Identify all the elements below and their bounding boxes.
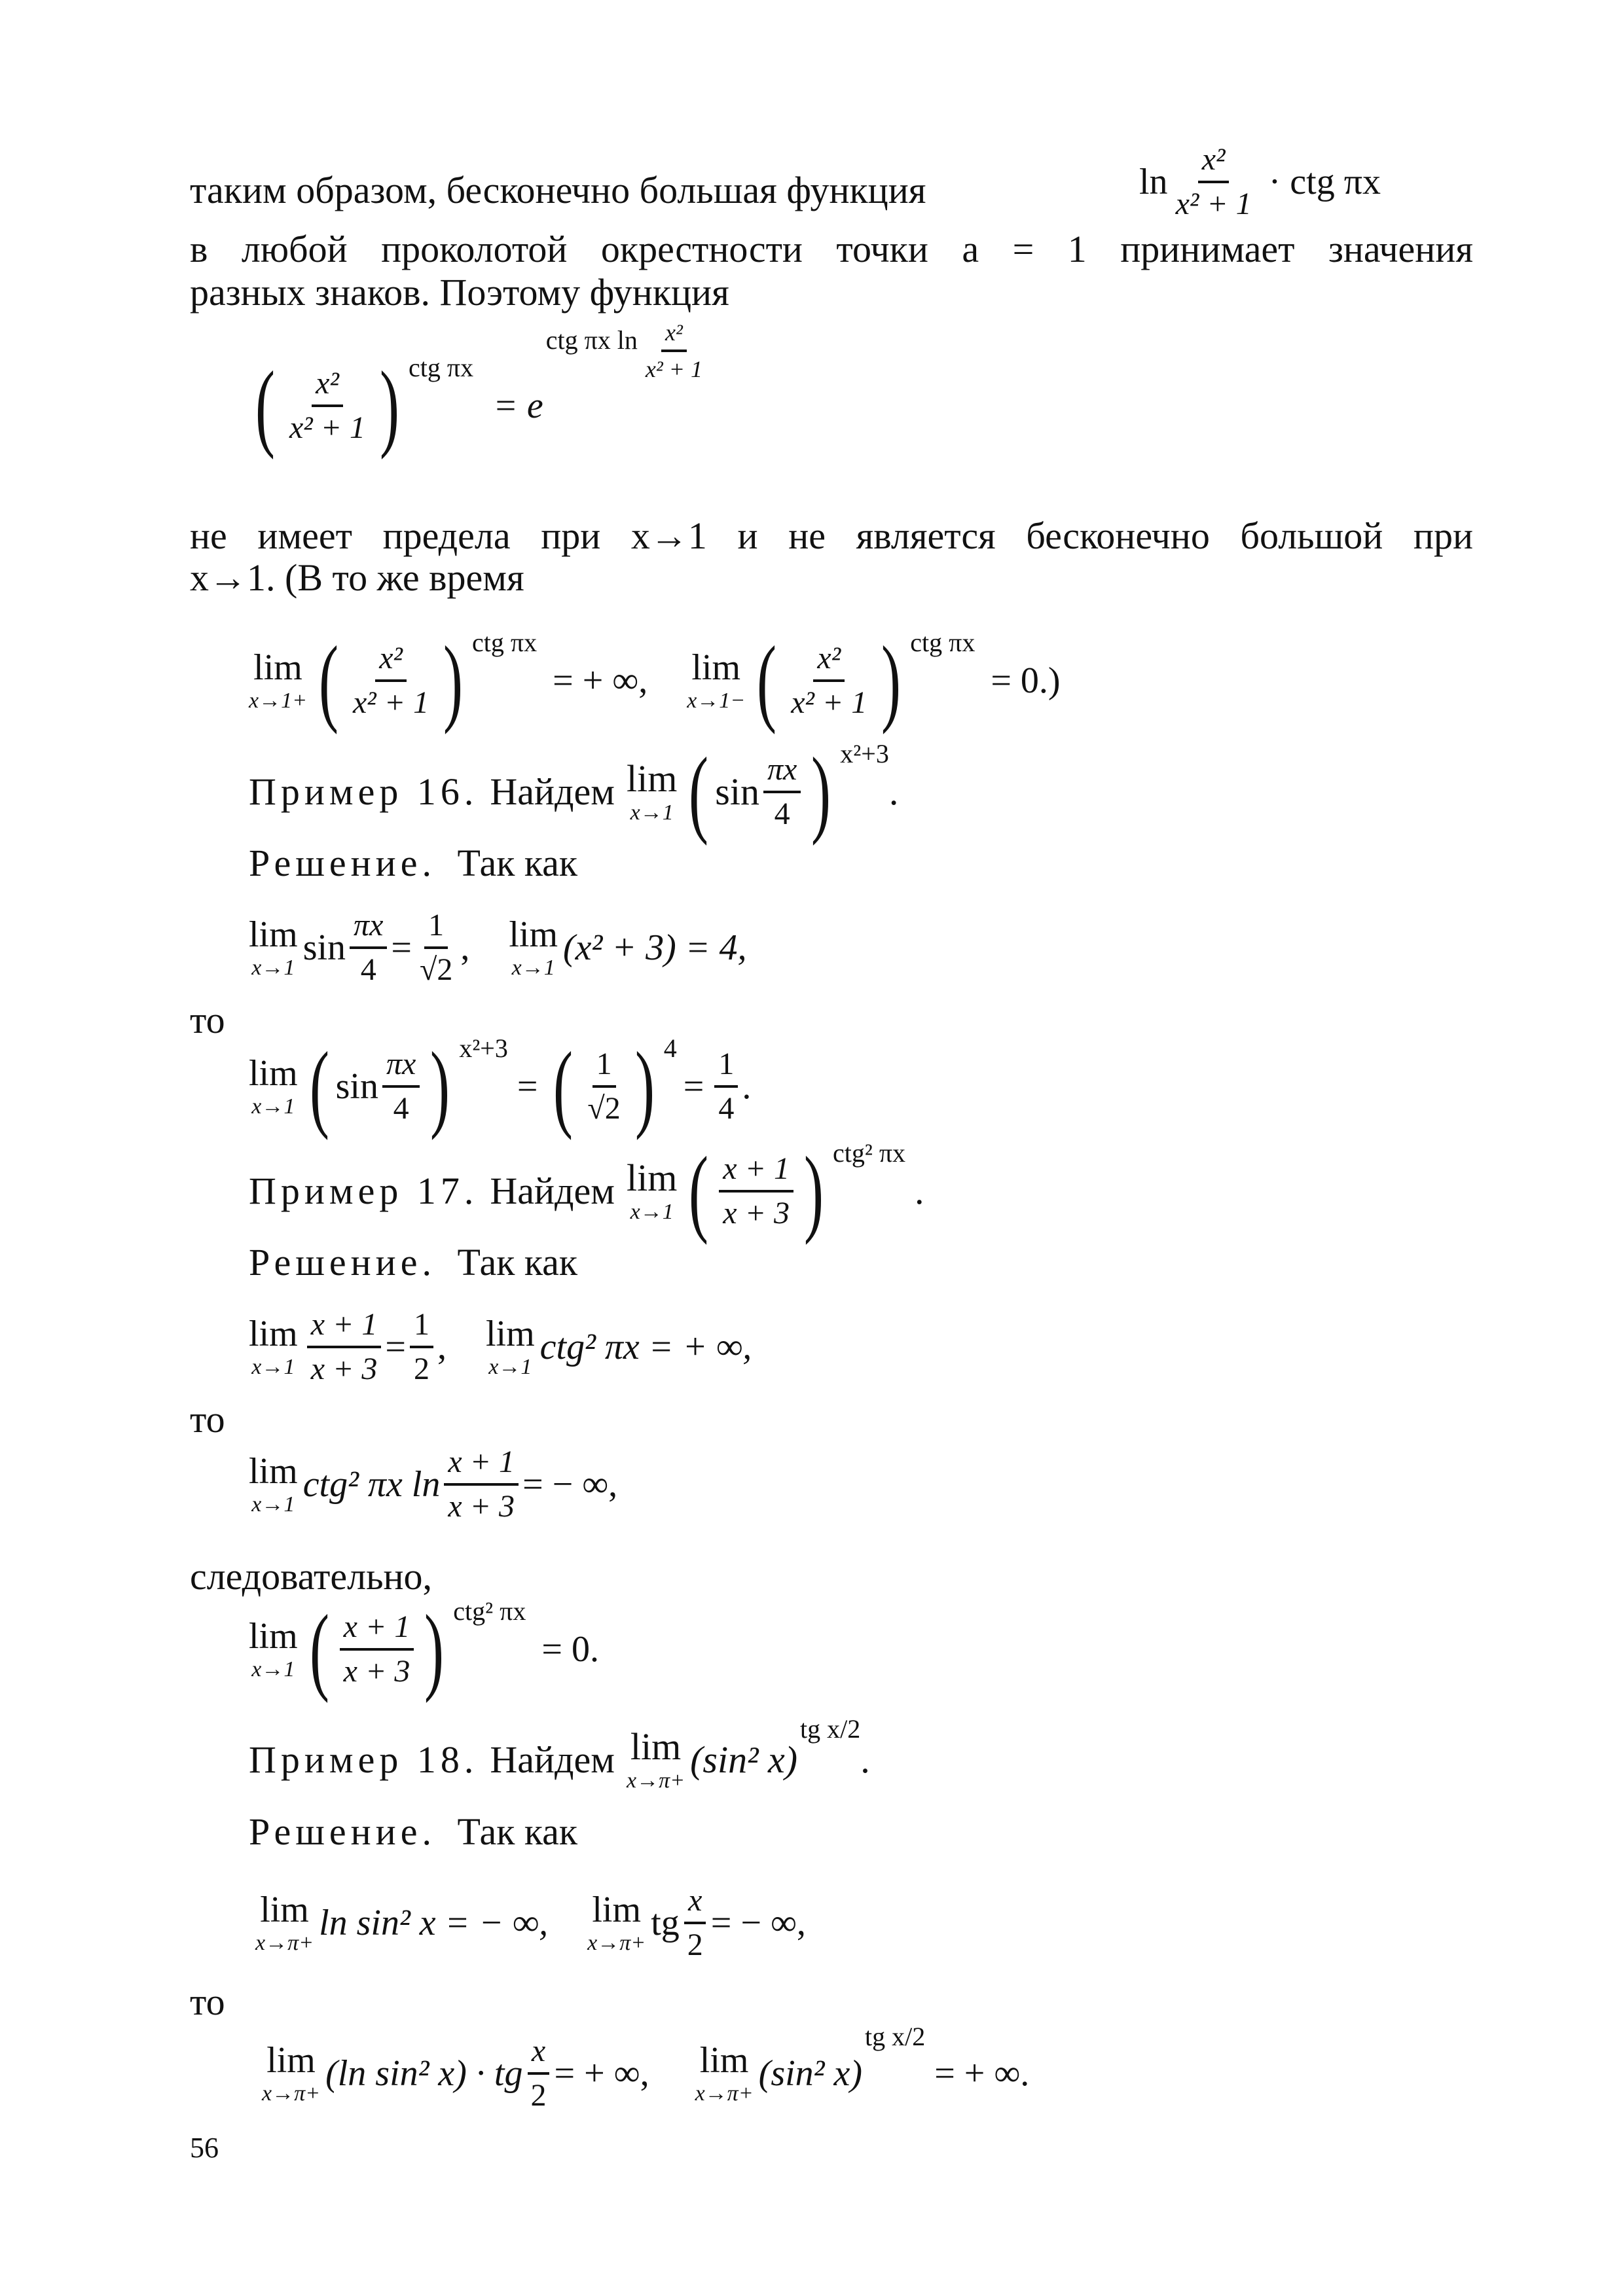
period: .: [860, 1738, 870, 1781]
lim-word: lim: [260, 1890, 309, 1930]
fraction: [444, 1446, 519, 1522]
lim-sub: x→1: [251, 1492, 295, 1516]
example-17-heading: [249, 1137, 924, 1246]
then-word: то: [190, 999, 225, 1041]
limit-body: (x² + 3) = 4,: [563, 927, 747, 968]
equals: =: [683, 1066, 704, 1107]
equals: =: [517, 1066, 538, 1107]
example-16-result: lim x→1 ( sin $\frac{\pi x}{4}$ ) x²+3 = ( $\frac{1}{√2}$ ) 4 = $\frac{1}{4}$ .: [249, 1032, 752, 1141]
fraction: [285, 368, 369, 444]
lim-word: lim: [266, 2040, 316, 2081]
lim-word: lim: [249, 1616, 298, 1657]
exponent: ctg² πx: [832, 1138, 906, 1168]
then-word: то: [190, 1398, 225, 1441]
lim-word: lim: [592, 1890, 642, 1930]
lim-sub: x→1: [488, 1355, 532, 1379]
exponent: x²+3: [459, 1033, 508, 1063]
limit-body: (sin² x): [690, 1738, 798, 1781]
example-17-limits: [249, 1309, 752, 1385]
lim-sub: x→π+: [695, 2081, 754, 2106]
lim: [486, 1316, 535, 1378]
numerator: x²: [661, 321, 687, 352]
denominator: x + 3: [343, 1654, 410, 1689]
denominator: x² + 1: [289, 410, 366, 445]
limit-body: (ln sin² x) · tg: [325, 2053, 523, 2094]
tg-symbol: tg: [651, 1903, 680, 1943]
ctg-term: · ctg πx: [1268, 162, 1381, 202]
then-word: то: [190, 1981, 225, 2023]
denominator: x² + 1: [791, 685, 867, 720]
lim-word: lim: [627, 757, 678, 800]
hence-word: следовательно,: [190, 1555, 433, 1598]
comma: ,: [460, 927, 470, 968]
lim-word: lim: [249, 1053, 298, 1094]
fraction: [350, 910, 387, 986]
denominator: 2: [530, 2078, 547, 2113]
lim-sub: x→π+: [587, 1931, 646, 1955]
find-word: Найдем: [490, 1738, 615, 1781]
example-18-limits: [255, 1885, 806, 1961]
numerator: x + 1: [719, 1153, 793, 1193]
numerator: πx: [350, 910, 387, 949]
numerator: 1: [593, 1049, 616, 1088]
left-paren: (: [309, 1595, 329, 1704]
solution-label: Решение.: [249, 842, 436, 884]
intro-line-3: разных знаков. Поэтому функция: [190, 271, 729, 314]
lim-sub: x→1: [511, 956, 555, 980]
lim-sub: x→1: [630, 800, 674, 825]
result-2: = 0.): [991, 660, 1061, 701]
lim-sub: x→1: [630, 1200, 674, 1224]
fraction: [382, 1049, 420, 1124]
numerator: x²: [1198, 144, 1230, 183]
find-word: Найдем: [490, 1170, 615, 1212]
numerator: x²: [312, 368, 343, 407]
denominator: x + 3: [448, 1489, 515, 1524]
numerator: x²: [375, 643, 407, 682]
right-paren: ): [443, 626, 464, 735]
exponent: x²+3: [840, 739, 889, 768]
right-paren: ): [811, 738, 831, 846]
example-18-solution: [249, 1810, 578, 1853]
lim-word: lim: [627, 1157, 678, 1199]
example-17-result: [249, 1595, 599, 1704]
equals-e: = e: [493, 386, 543, 426]
lim-word: lim: [253, 647, 302, 688]
limit-body: ctg² πx ln: [302, 1464, 441, 1505]
exponent: tg x/2: [864, 2022, 926, 2051]
exponent: ctg πx: [472, 628, 538, 657]
lim: [695, 2042, 754, 2105]
equals: =: [385, 1327, 406, 1367]
numerator: 1: [714, 1049, 738, 1088]
denominator: x + 3: [310, 1352, 378, 1386]
solution-label: Решение.: [249, 1241, 436, 1283]
sin-symbol: sin: [715, 770, 759, 813]
period: .: [915, 1170, 924, 1212]
left-paren: (: [689, 1137, 709, 1246]
lim: [249, 1453, 298, 1516]
two-limits: [249, 626, 1061, 735]
e-exponent-fraction: [642, 321, 706, 381]
lim-word: lim: [630, 1725, 682, 1768]
fraction: [349, 643, 433, 719]
intro-line-2: в любой проколотой окрестности точки a = 1 принимает значения: [190, 228, 1473, 270]
fraction: [714, 1049, 738, 1124]
equals: =: [391, 927, 412, 968]
right-paren: ): [424, 1595, 445, 1704]
fraction: [787, 643, 871, 719]
fraction: [583, 1049, 624, 1124]
numerator: x: [528, 2036, 549, 2075]
lim-sub: x→1−: [687, 689, 746, 713]
denominator: 4: [393, 1091, 409, 1126]
denominator: √2: [587, 1091, 621, 1126]
example-17-log-limit: [249, 1446, 617, 1522]
lim: [249, 1055, 298, 1118]
fraction: [1172, 144, 1256, 220]
exponent: 4: [663, 1033, 677, 1063]
example-title: Пример 16.: [249, 770, 479, 813]
para2-line-1: не имеет предела при x→1 и не является бесконечно большой при: [190, 514, 1473, 557]
lim-sub: x→1: [251, 1657, 295, 1681]
lim-word: lim: [249, 914, 298, 955]
denominator: 2: [413, 1352, 429, 1386]
fraction: [416, 910, 456, 986]
right-paren: ): [803, 1137, 824, 1246]
intro-text-1: таким образом, бесконечно большая функция: [190, 169, 926, 211]
lim-sub: x→1: [251, 956, 295, 980]
right-paren: ): [881, 626, 902, 735]
example-title: Пример 17.: [249, 1170, 479, 1212]
left-paren: (: [309, 1032, 329, 1141]
lim: [249, 916, 298, 979]
exp-identity: [249, 319, 710, 460]
lim: [587, 1892, 646, 1954]
left-paren: (: [757, 626, 777, 735]
lim-2: [687, 649, 745, 712]
numerator: πx: [382, 1049, 420, 1088]
lim-1: [249, 649, 307, 712]
example-18-result: [262, 2022, 1030, 2113]
page-number: 56: [190, 2132, 219, 2164]
lim-word: lim: [249, 1451, 298, 1492]
numerator: x: [684, 1885, 706, 1924]
solution-label: Решение.: [249, 1810, 436, 1853]
example-18-heading: [249, 1714, 870, 1793]
denominator: 2: [687, 1928, 703, 1962]
result: = + ∞,: [554, 2053, 649, 2094]
left-paren: (: [553, 1032, 574, 1141]
intro-formula: [1139, 144, 1381, 220]
lim-sub: x→1: [251, 1094, 295, 1119]
lim: [262, 2042, 320, 2105]
lim-sub: x→1+: [249, 689, 308, 713]
result: = 0.: [541, 1629, 599, 1670]
lim: [249, 1618, 298, 1681]
lim: [627, 1159, 677, 1223]
result: = + ∞.: [934, 2053, 1030, 2094]
right-paren: ): [634, 1032, 655, 1141]
result-1: = + ∞,: [553, 660, 648, 701]
lim-sub: x→π+: [255, 1931, 314, 1955]
lim-word: lim: [699, 2040, 749, 2081]
lim: [249, 1316, 298, 1378]
comma: ,: [437, 1327, 447, 1367]
left-paren: (: [689, 738, 709, 846]
intro-line-1: [190, 171, 926, 209]
example-17-solution: [249, 1241, 578, 1283]
lim-word: lim: [249, 1314, 298, 1354]
left-paren: (: [319, 626, 339, 735]
ln-symbol: ln: [1139, 162, 1168, 202]
denominator: x² + 1: [645, 356, 702, 382]
fraction: [719, 1153, 793, 1229]
denominator: x² + 1: [353, 685, 429, 720]
numerator: x²: [813, 643, 845, 682]
denominator: x² + 1: [1175, 187, 1252, 221]
limit-body: ln sin² x = − ∞,: [319, 1903, 549, 1943]
denominator: x + 3: [723, 1196, 790, 1230]
fraction: [527, 2036, 551, 2111]
numerator: πx: [763, 754, 801, 793]
fraction: [410, 1309, 433, 1385]
lim-sub: x→π+: [262, 2081, 321, 2106]
numerator: 1: [424, 910, 448, 949]
example-16-heading: [249, 738, 899, 846]
numerator: 1: [410, 1309, 433, 1348]
fraction: [307, 1309, 382, 1385]
fraction: [340, 1611, 414, 1687]
period: .: [742, 1066, 752, 1107]
denominator: √2: [420, 952, 453, 987]
limit-body: ctg² πx = + ∞,: [539, 1327, 752, 1367]
e-exponent: ctg πx ln: [545, 325, 638, 355]
denominator: 4: [774, 797, 790, 831]
exponent: tg x/2: [800, 1714, 861, 1744]
lim: [509, 916, 558, 979]
numerator: x + 1: [307, 1309, 382, 1348]
denominator: 4: [360, 952, 376, 987]
since-text: Так как: [457, 842, 578, 884]
exponent: ctg πx: [910, 628, 976, 657]
lim-word: lim: [691, 647, 741, 688]
lim: [627, 757, 678, 825]
since-text: Так как: [457, 1810, 578, 1853]
lim: [255, 1892, 314, 1954]
limit-body: (sin² x): [758, 2053, 862, 2094]
lim-sub: x→π+: [627, 1768, 685, 1793]
right-paren: ): [430, 1032, 450, 1141]
fraction: [763, 754, 801, 830]
lim-word: lim: [509, 914, 558, 955]
since-text: Так как: [457, 1241, 578, 1283]
exponent: ctg πx: [409, 353, 474, 382]
left-paren: (: [255, 351, 275, 460]
lim-sub: x→1: [251, 1355, 295, 1379]
fraction: [684, 1885, 707, 1961]
example-16-limits: lim x→1 sin $\frac{\pi x}{4}$ = $\frac{1}{√2}$ , lim x→1 (x² + 3) = 4,: [249, 908, 747, 987]
denominator: 4: [718, 1091, 735, 1126]
result: = − ∞,: [710, 1903, 806, 1943]
result: = − ∞,: [522, 1464, 618, 1505]
lim: [627, 1725, 685, 1793]
lim-word: lim: [485, 1314, 535, 1354]
numerator: x + 1: [340, 1611, 414, 1651]
example-16-solution: [249, 844, 577, 882]
period: .: [888, 770, 899, 813]
exponent: ctg² πx: [453, 1596, 526, 1626]
numerator: x + 1: [444, 1446, 519, 1486]
find-word: Найдем: [490, 770, 615, 813]
example-title: Пример 18.: [249, 1738, 479, 1781]
right-paren: ): [380, 351, 400, 460]
para2-line-2: x→1. (В то же время: [190, 556, 524, 599]
